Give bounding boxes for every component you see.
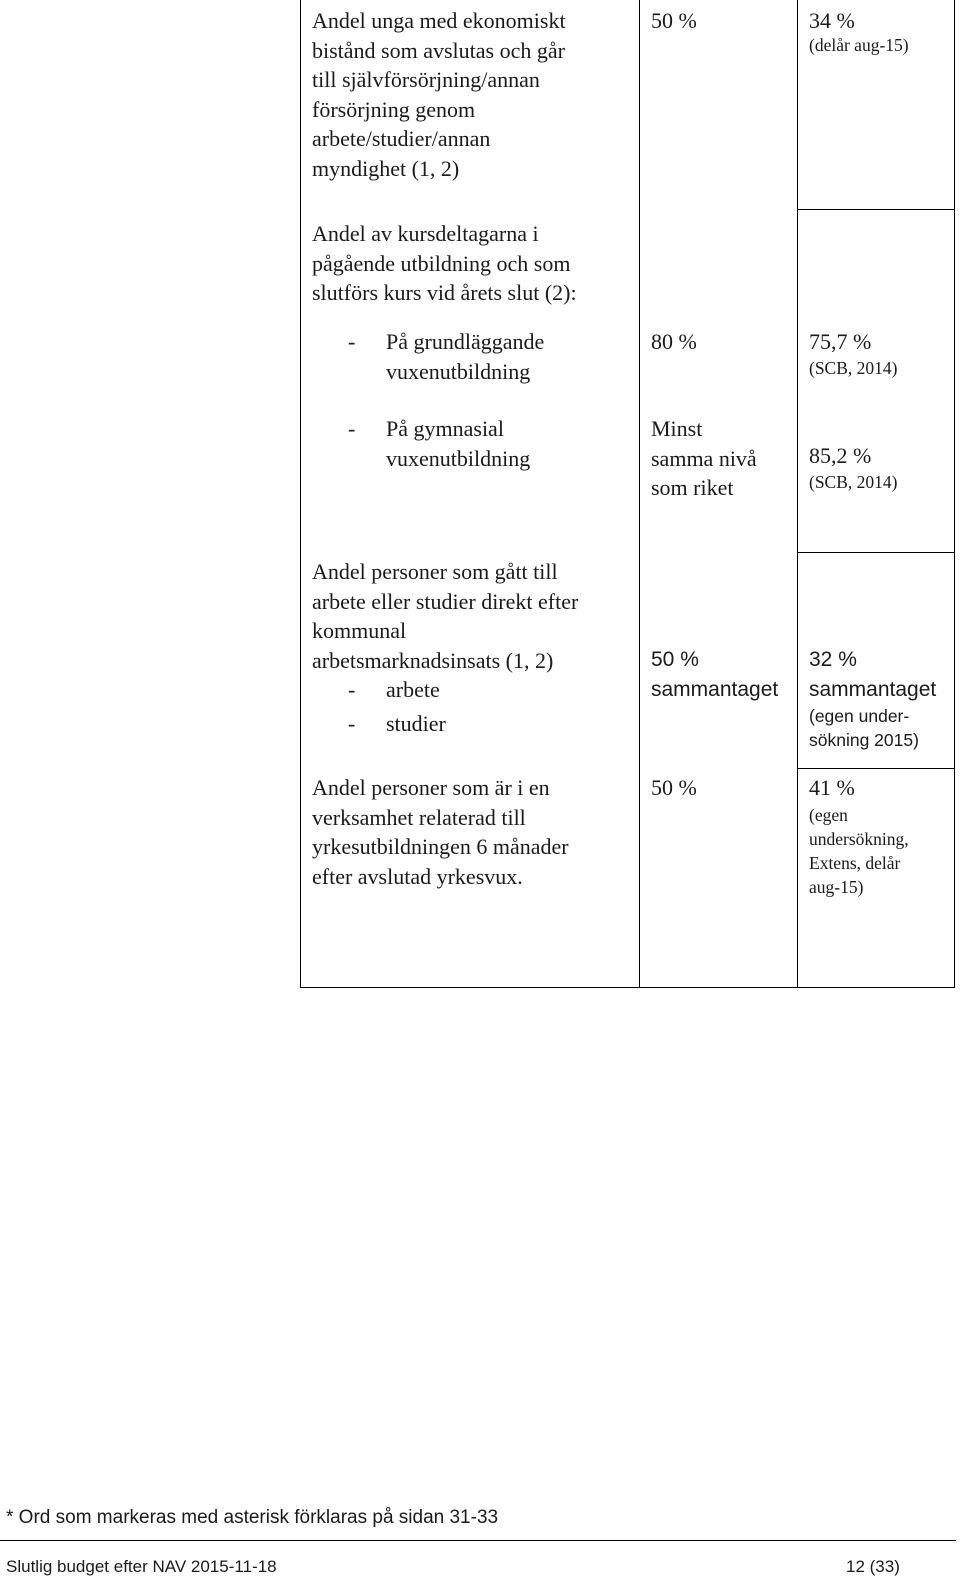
outcome-value: 41 % <box>809 775 855 800</box>
row3-indicator <box>312 557 637 738</box>
row-divider-2 <box>797 552 955 553</box>
sub-label-line: vuxenutbildning <box>386 445 531 471</box>
row2-sub1-label <box>348 327 628 386</box>
outcome-note-line: (egen under- <box>809 706 910 726</box>
row1-target <box>651 6 697 36</box>
indicator-line: till självförsörjning/annan <box>312 67 540 92</box>
row4-indicator <box>312 773 637 891</box>
indicator-line: arbete/studier/annan <box>312 126 491 151</box>
outcome-value: 85,2 % <box>809 443 872 468</box>
footer-page-number: 12 (33) <box>846 1557 900 1576</box>
row1-indicator <box>312 6 632 183</box>
target-line: samma nivå <box>651 445 757 471</box>
column-divider-1 <box>639 0 640 988</box>
dash-marker: - <box>348 329 356 354</box>
bullet-label: arbete <box>386 677 440 702</box>
target-line: Minst <box>651 416 703 441</box>
indicator-line: bistånd som avslutas och går <box>312 37 565 63</box>
row4-outcome <box>809 773 954 899</box>
dash-marker: - <box>348 677 356 702</box>
row2-sub1-target <box>651 327 697 357</box>
outcome-line: sammantaget <box>809 677 937 701</box>
target-value: 50 % <box>651 775 697 800</box>
indicator-line: arbete eller studier direkt efter <box>312 588 579 614</box>
sub-label-line: På grundläggande <box>386 329 545 354</box>
indicator-line: arbetsmarknadsinsats (1, 2) <box>312 647 554 673</box>
outcome-value: 75,7 % <box>809 329 872 354</box>
table-border-bottom <box>300 987 955 988</box>
row3-target <box>651 645 778 704</box>
indicator-line: efter avslutad yrkesvux. <box>312 863 523 889</box>
table-border-left <box>300 0 301 988</box>
row2-sub1-outcome <box>809 327 949 380</box>
row2-sub2-target <box>651 414 757 503</box>
outcome-note-line: aug-15) <box>809 876 864 897</box>
dash-marker: - <box>348 710 356 736</box>
column-divider-2 <box>797 0 798 988</box>
table-border-right <box>954 0 955 988</box>
indicator-line: Andel unga med ekonomiskt <box>312 8 566 33</box>
row-divider-3 <box>797 768 955 769</box>
indicator-line: Andel personer som är i en <box>312 775 550 800</box>
indicator-table <box>300 0 955 988</box>
indicator-line: myndighet (1, 2) <box>312 155 460 181</box>
outcome-note: (delår aug-15) <box>809 34 909 55</box>
outcome-note-line: Extens, delår <box>809 852 901 873</box>
outcome-note-line: sökning 2015) <box>809 730 919 750</box>
outcome-note-line: undersökning, <box>809 828 909 849</box>
sub-label-line: vuxenutbildning <box>386 358 531 384</box>
target-line: som riket <box>651 475 734 500</box>
indicator-line: kommunal <box>312 618 407 643</box>
asterisk-footnote: * Ord som markeras med asterisk förklaras på sidan 31-33 <box>6 1507 499 1528</box>
indicator-line: försörjning genom <box>312 96 476 122</box>
indicator-line: verksamhet relaterad till <box>312 804 526 830</box>
row1-outcome <box>809 6 949 57</box>
indicator-line: Andel personer som gått till <box>312 559 558 584</box>
outcome-value: 34 % <box>809 8 855 33</box>
row2-indicator <box>312 219 637 308</box>
sub-label-line: På gymnasial <box>386 416 504 441</box>
footer-document-title: Slutlig budget efter NAV 2015-11-18 <box>6 1557 277 1576</box>
bullet-label: studier <box>386 710 446 736</box>
dash-marker: - <box>348 416 356 441</box>
target-line: 50 % <box>651 648 699 671</box>
outcome-note: (SCB, 2014) <box>809 471 898 492</box>
target-line: sammantaget <box>651 677 779 701</box>
outcome-line: 32 % <box>809 648 857 671</box>
target-value: 50 % <box>651 8 697 33</box>
footer-rule <box>0 1540 956 1541</box>
indicator-line: pågående utbildning och som <box>312 250 571 276</box>
indicator-line: slutförs kurs vid årets slut (2): <box>312 280 577 305</box>
indicator-line: Andel av kursdeltagarna i <box>312 221 539 246</box>
outcome-note-line: (egen <box>809 804 848 825</box>
row4-target <box>651 773 697 803</box>
row2-sub2-label <box>348 414 628 473</box>
row3-outcome <box>809 645 954 752</box>
row2-sub2-outcome <box>809 441 949 494</box>
outcome-note: (SCB, 2014) <box>809 357 898 378</box>
row-divider-1 <box>797 209 955 210</box>
target-value: 80 % <box>651 329 697 354</box>
indicator-line: yrkesutbildningen 6 månader <box>312 834 569 859</box>
